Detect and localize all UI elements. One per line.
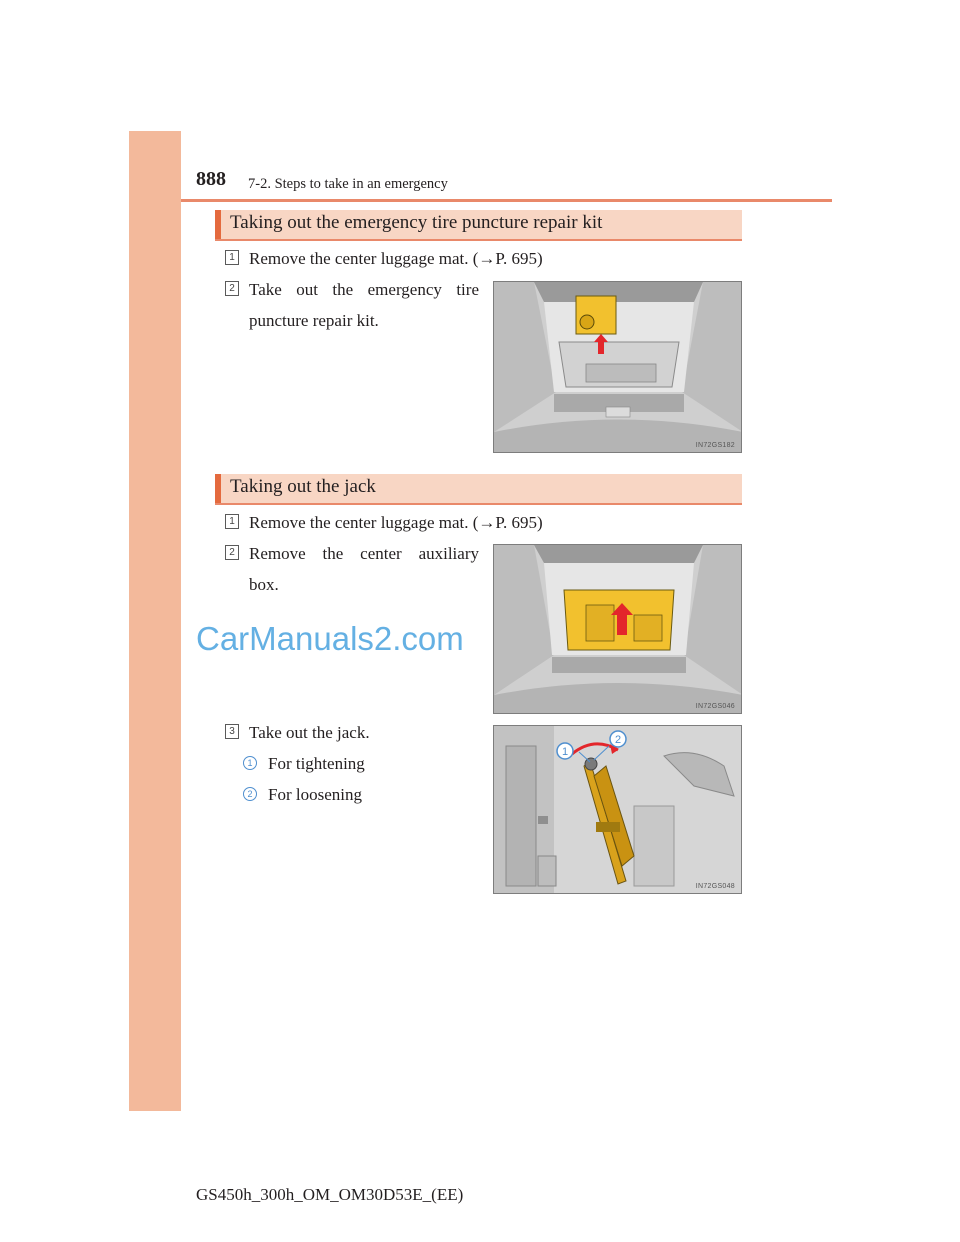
callout-number: 2 — [243, 787, 257, 801]
figure-code: IN72GS048 — [695, 883, 735, 890]
step-text-line1: Remove the center auxiliary — [249, 544, 479, 563]
step-text-line2: box. — [249, 575, 279, 594]
step-number: 1 — [225, 250, 239, 265]
step-text: Remove the center luggage mat. (→P. 695) — [249, 249, 543, 268]
figure-auxiliary-box — [493, 544, 742, 714]
section-accent-bar — [215, 474, 221, 503]
step-number: 3 — [225, 724, 239, 739]
watermark: CarManuals2.com — [196, 620, 464, 657]
callout-text: For tightening — [268, 754, 365, 773]
step-text-line1: Take out the emergency tire — [249, 280, 479, 299]
section-heading-repair-kit — [215, 210, 742, 241]
header-rule — [181, 199, 832, 202]
chapter-tab-sidebar — [129, 131, 181, 1111]
chapter-title: 7-2. Steps to take in an emergency — [248, 176, 448, 192]
step-text-line2: puncture repair kit. — [249, 311, 379, 330]
jack-callout-1-label: 1 — [561, 746, 569, 758]
callout-text: For loosening — [268, 785, 362, 804]
step-number: 1 — [225, 514, 239, 529]
figure-repair-kit — [493, 281, 742, 453]
figure-code: IN72GS046 — [695, 703, 735, 710]
figure-jack — [493, 725, 742, 894]
figure-code: IN72GS182 — [695, 442, 735, 449]
step-number: 2 — [225, 545, 239, 560]
trunk-aux-box-illustration — [494, 545, 742, 714]
section-title: Taking out the emergency tire puncture repair kit — [230, 212, 603, 233]
trunk-illustration — [494, 282, 742, 453]
step-text: Remove the center luggage mat. (→P. 695) — [249, 513, 543, 532]
section-title: Taking out the jack — [230, 476, 376, 497]
callout-number: 1 — [243, 756, 257, 770]
jack-callout-2-label: 2 — [614, 734, 622, 746]
jack-illustration — [494, 726, 742, 894]
section-heading-jack — [215, 474, 742, 505]
document-footer: GS450h_300h_OM_OM30D53E_(EE) — [196, 1185, 464, 1204]
step-number: 2 — [225, 281, 239, 296]
section-accent-bar — [215, 210, 221, 239]
step-text: Take out the jack. — [249, 723, 370, 742]
page-number: 888 — [196, 168, 226, 190]
